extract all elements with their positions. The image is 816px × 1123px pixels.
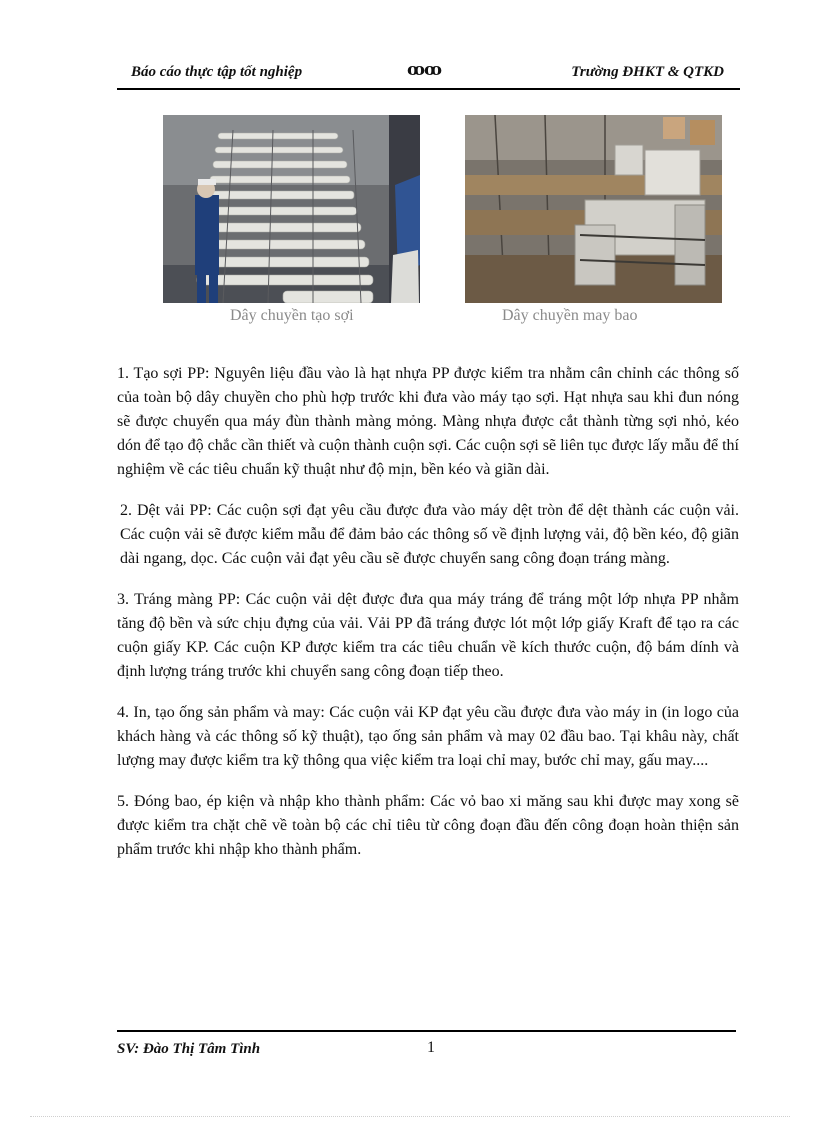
- yarn-line-caption: Dây chuyền tạo sợi: [230, 307, 354, 324]
- footer-student-name: SV: Đào Thị Tâm Tình: [117, 1041, 261, 1057]
- page-bottom-border: [30, 1116, 790, 1117]
- bag-sewing-line-photo: [465, 115, 722, 303]
- paragraph-weaving: 2. Dệt vải PP: Các cuộn sợi đạt yêu cầu được đưa vào máy dệt tròn để dệt thành các cuộn vải. Các cuộn vải sẽ được kiểm mẫu để đảm bảo các thông số về định lượng vải, độ bền kéo, độ giãn dài ngang, dọc. Các cuộn vải đạt yêu cầu sẽ được chuyển sang công đoạn tráng màng.: [120, 502, 739, 567]
- page-number: 1: [427, 1039, 435, 1056]
- page-header: [117, 58, 740, 90]
- paragraph-printing-sewing: 4. In, tạo ống sản phẩm và may: Các cuộn vải KP đạt yêu cầu được đưa vào máy in (in logo của khách hàng và các thông số kỹ thuật), tạo ống sản phẩm và may 02 đầu bao. Tại khâu này, chất lượng may được kiểm tra kỹ thông qua việc kiểm tra loại chỉ may, bước chỉ may, gấu may....: [117, 704, 739, 769]
- paragraph-yarn-making: 1. Tạo sợi PP: Nguyên liệu đầu vào là hạt nhựa PP được kiểm tra nhằm cân chỉnh các thông số của toàn bộ dây chuyền cho phù hợp trước khi đưa vào máy tạo sợi. Hạt nhựa sau khi đun nóng sẽ được chuyển qua máy đùn thành màng mỏng. Màng nhựa được cắt thành từng sợi nhỏ, kéo dón để tạo độ chắc cần thiết và cuộn thành cuộn sợi. Các cuộn sợi sẽ liên tục được lấy mẫu để thí nghiệm về các tiêu chuẩn kỹ thuật như độ mịn, bền kéo và giãn dài.: [117, 365, 739, 478]
- header-school-name: Trường ĐHKT & QTKD: [571, 64, 724, 80]
- header-ornament: ꝏꝏ: [407, 60, 442, 80]
- footer-divider: [117, 1030, 736, 1032]
- header-report-title: Báo cáo thực tập tốt nghiệp: [131, 64, 303, 80]
- paragraph-coating: 3. Tráng màng PP: Các cuộn vải dệt được đưa qua máy tráng để tráng một lớp nhựa PP nhằm tăng độ bền và sức chịu đựng của vải. Vải PP đã tráng được lót một lớp giấy Kraft để tạo ra các cuộn giấy KP. Các cuộn KP được kiểm tra các tiêu chuẩn về kích thước cuộn, độ bám dính và định lượng tráng trước khi chuyển sang công đoạn tiếp theo.: [117, 591, 739, 680]
- header-divider: [117, 88, 740, 90]
- document-body: [117, 362, 739, 862]
- yarn-line-photo: [163, 115, 420, 303]
- bag-sewing-line-caption: Dây chuyền may bao: [502, 307, 638, 324]
- paragraph-packing: 5. Đóng bao, ép kiện và nhập kho thành phẩm: Các vỏ bao xi măng sau khi được may xong sẽ được kiểm tra chặt chẽ về toàn bộ các chỉ tiêu từ công đoạn đầu đến công đoạn hoàn thiện sản phẩm trước khi nhập kho thành phẩm.: [117, 793, 739, 858]
